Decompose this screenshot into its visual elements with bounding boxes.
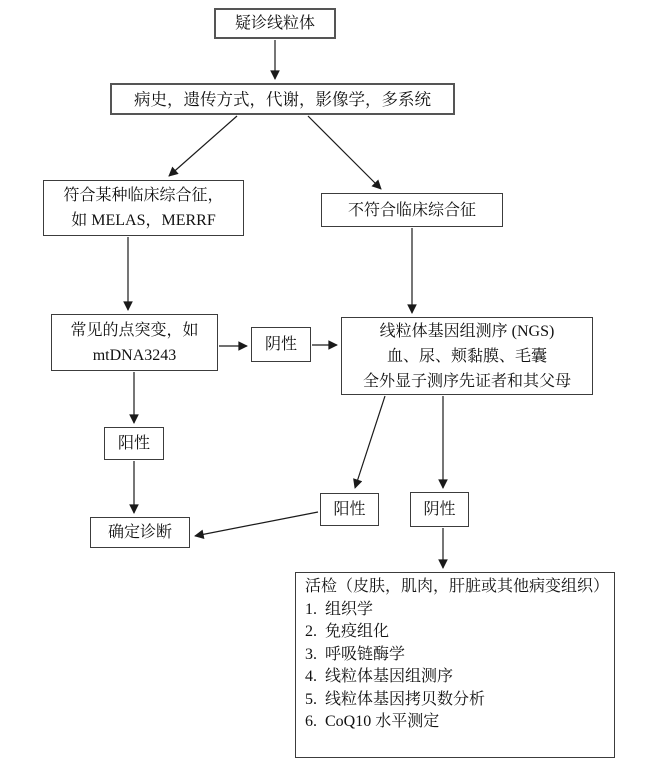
- flow-node-syndrome-no-match: [321, 193, 503, 227]
- flow-node-ngs-sequencing: [341, 317, 593, 395]
- node-text: 全外显子测序先证者和其父母: [362, 372, 571, 390]
- node-text: 确定诊断: [107, 524, 172, 541]
- arrow-workup-to-syndrome-no: [308, 116, 381, 189]
- flow-node-positive-right: [320, 493, 379, 526]
- flow-node-confirmed-diagnosis: [90, 517, 190, 548]
- flow-node-negative-mid: [251, 327, 311, 362]
- biopsy-item-2: 2. 免疫组化: [305, 623, 390, 640]
- node-text: 阳性: [117, 435, 150, 452]
- node-text: 阴性: [423, 501, 456, 518]
- biopsy-item-3: 3. 呼吸链酶学: [305, 645, 406, 663]
- node-text: 如 MELAS，MERRF: [71, 212, 216, 229]
- flow-node-workup: [110, 83, 455, 115]
- node-text: 不符合临床综合征: [347, 201, 476, 219]
- node-text: 疑诊线粒体: [234, 15, 315, 32]
- arrow-workup-to-syndrome-match: [169, 116, 237, 176]
- flow-node-syndrome-match: [43, 180, 244, 236]
- node-text: 符合某种临床综合征，: [63, 187, 224, 204]
- node-text: 活检（皮肤，肌肉，肝脏或其他病变组织）: [305, 578, 610, 595]
- flow-node-biopsy-list: [295, 572, 615, 758]
- node-text: 阴性: [264, 336, 297, 353]
- flow-node-common-point-mutation: [51, 314, 218, 371]
- biopsy-item-1: 1. 组织学: [305, 600, 374, 618]
- node-text: 血、尿、颊黏膜、毛囊: [386, 347, 547, 365]
- arrow-positive-to-diagnosis-right: [195, 512, 318, 536]
- flow-node-positive-left: [104, 427, 164, 460]
- node-text: 线粒体基因组测序 (NGS): [379, 322, 555, 340]
- flow-node-suspect-mitochondrial: [214, 8, 336, 39]
- biopsy-item-6: 6. CoQ10 水平测定: [305, 713, 440, 730]
- arrow-ngs-to-positive: [355, 396, 385, 488]
- node-text: 病史，遗传方式，代谢，影像学，多系统: [134, 89, 431, 109]
- node-text: 常见的点突变，如: [70, 321, 199, 339]
- biopsy-item-4: 4. 线粒体基因组测序: [305, 668, 454, 685]
- biopsy-item-5: 5. 线粒体基因拷贝数分析: [305, 690, 486, 708]
- node-text: 阳性: [333, 501, 366, 518]
- node-text: mtDNA3243: [92, 346, 177, 364]
- flow-node-negative-right: [410, 492, 469, 527]
